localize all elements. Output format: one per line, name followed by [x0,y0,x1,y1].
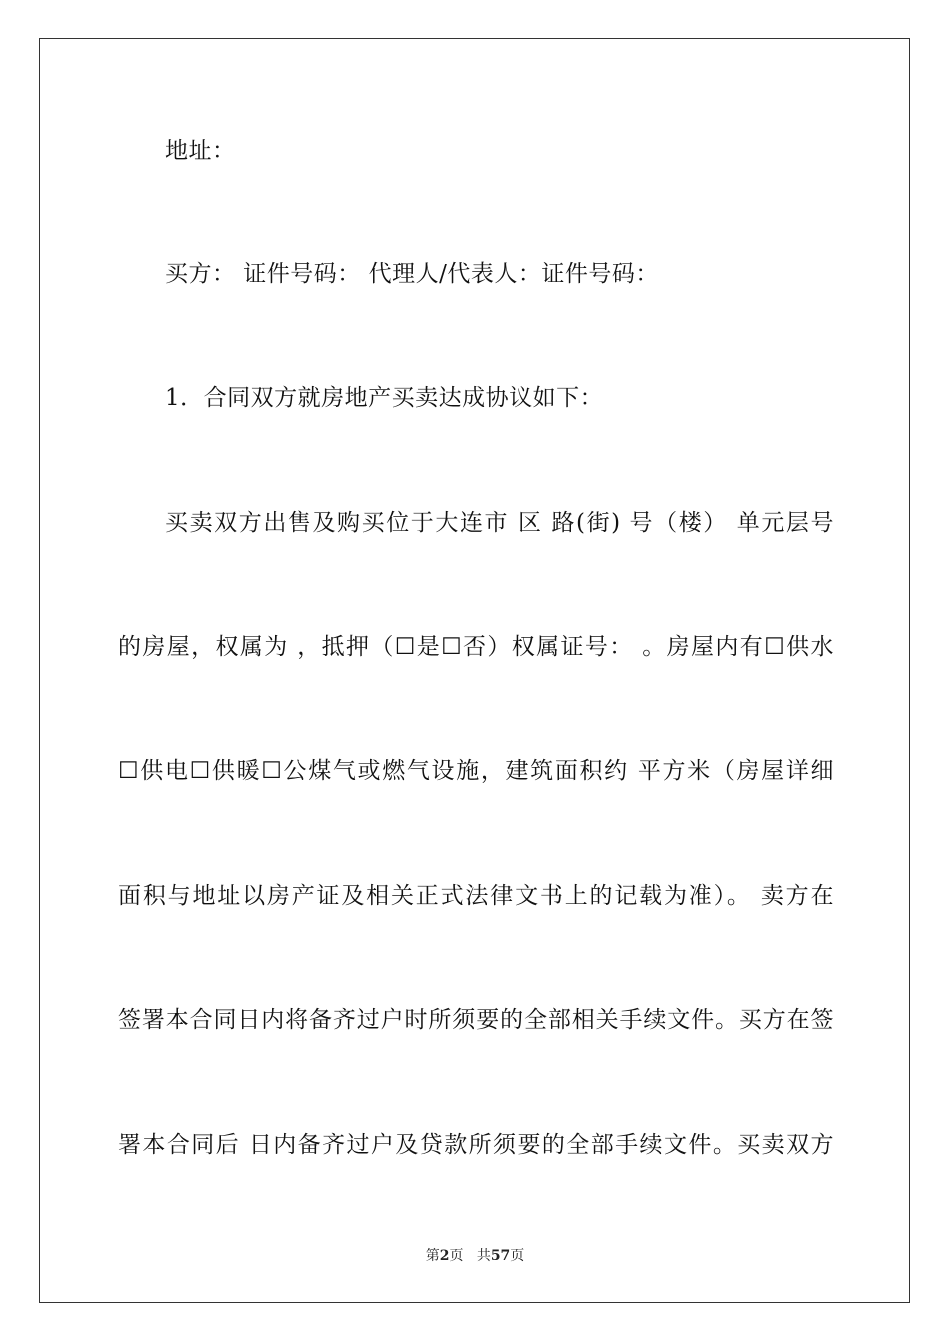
paragraph-line: 面积与地址以房产证及相关正式法律文书上的记载为准）。 卖方在 [118,883,834,909]
page-number: 2 [439,1248,450,1264]
page-prefix: 第 [425,1248,440,1264]
total-prefix: 共 [476,1248,491,1264]
page-footer [0,1247,950,1265]
paragraph-line: ☐供电☐供暖☐公煤气或燃气设施，建筑面积约 平方米（房屋详细 [118,758,834,784]
total-pages: 57 [490,1248,511,1264]
clause-1-heading: 1．合同双方就房地产买卖达成协议如下： [165,385,604,411]
page-border [39,38,910,1303]
paragraph-line: 签署本合同日内将备齐过户时所须要的全部相关手续文件。买方在签 [118,1007,834,1033]
total-suffix: 页 [510,1248,525,1264]
paragraph-line: 的房屋，权属为 ，抵押（☐是☐否）权属证号： 。房屋内有☐供水 [118,634,834,660]
paragraph-line: 署本合同后 日内备齐过户及贷款所须要的全部手续文件。买卖双方 [118,1132,834,1158]
buyer-line: 买方： 证件号码： 代理人/代表人：证件号码： [165,261,659,287]
paragraph-line: 买卖双方出售及购买位于大连市 区 路(街) 号（楼） 单元层号 [165,510,834,536]
page-suffix: 页 [449,1248,464,1264]
address-line: 地址： [165,138,236,164]
